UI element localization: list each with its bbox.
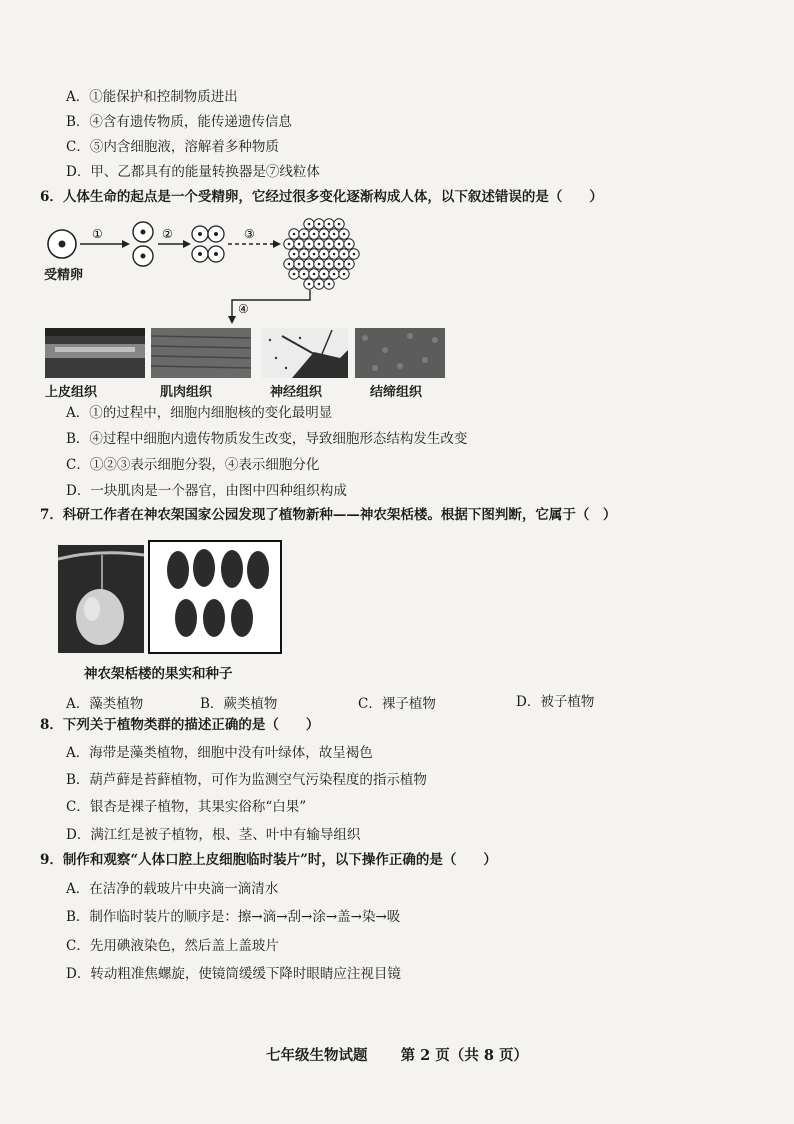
mass-cell-nucleus xyxy=(308,283,311,286)
two-cell-stage xyxy=(133,222,153,266)
mass-cell-nucleus xyxy=(353,253,356,256)
mass-cell-nucleus xyxy=(298,263,301,266)
mass-cell-nucleus xyxy=(293,253,296,256)
mass-cell-nucleus xyxy=(348,243,351,246)
mass-cell-nucleus xyxy=(333,273,336,276)
nerve-tissue-image xyxy=(262,328,348,378)
muscle-tissue-image xyxy=(151,328,251,378)
q8-option-b: B．葫芦藓是苔藓植物，可作为监测空气污染程度的指示植物 xyxy=(66,772,427,788)
tissue-label-connective: 结缔组织 xyxy=(370,385,423,400)
fruit-photo xyxy=(58,545,144,653)
mass-cell-nucleus xyxy=(338,223,341,226)
mass-cell-nucleus xyxy=(343,253,346,256)
q9-option-a: A．在洁净的载玻片中央滴一滴清水 xyxy=(66,881,279,897)
q6-option-a: A．①的过程中，细胞内细胞核的变化最明显 xyxy=(66,405,333,421)
q7-stem: 7．科研工作者在神农架国家公园发现了植物新种——神农架栝楼。根据下图判断，它属于（ ） xyxy=(40,507,617,523)
seeds-photo xyxy=(148,540,282,654)
q5-option-b: B．④含有遗传物质，能传递遗传信息 xyxy=(66,114,292,130)
connective-tissue-image xyxy=(355,328,445,378)
mass-cell-nucleus xyxy=(288,263,291,266)
mass-cell-nucleus xyxy=(293,233,296,236)
mass-cell-nucleus xyxy=(303,233,306,236)
q5-option-c: C．⑤内含细胞液，溶解着多种物质 xyxy=(66,139,279,155)
mass-cell-nucleus xyxy=(308,223,311,226)
mass-cell-nucleus xyxy=(298,243,301,246)
q9-stem: 9．制作和观察“人体口腔上皮细胞临时装片”时，以下操作正确的是（ ） xyxy=(40,852,497,868)
q8-option-d: D．满江红是被子植物，根、茎、叶中有输导组织 xyxy=(66,827,361,843)
mass-cell-nucleus xyxy=(313,233,316,236)
tissue-label-muscle: 肌肉组织 xyxy=(160,385,213,400)
footer-page-number: 第 2 页（共 8 页） xyxy=(400,1047,528,1064)
q7-option-d: D．被子植物 xyxy=(516,694,595,710)
q7-option-c: C．裸子植物 xyxy=(358,696,436,712)
multicell-mass xyxy=(284,219,359,289)
fertilized-egg-cell xyxy=(48,230,76,258)
mass-cell-nucleus xyxy=(293,273,296,276)
tissue-label-nerve: 神经组织 xyxy=(270,385,323,400)
q6-option-b: B．④过程中细胞内遗传物质发生改变，导致细胞形态结构发生改变 xyxy=(66,431,468,447)
q9-option-b: B．制作临时装片的顺序是：擦→滴→刮→涂→盖→染→吸 xyxy=(66,909,401,925)
mass-cell-nucleus xyxy=(343,273,346,276)
mass-cell-nucleus xyxy=(313,253,316,256)
q5-option-a: A．①能保护和控制物质进出 xyxy=(66,89,238,105)
q9-option-d: D．转动粗准焦螺旋，使镜筒缓缓下降时眼睛应注视目镜 xyxy=(66,966,401,982)
mass-cell-nucleus xyxy=(318,263,321,266)
mass-cell-nucleus xyxy=(328,263,331,266)
q8-stem: 8．下列关于植物类群的描述正确的是（ ） xyxy=(40,717,320,733)
step-3-label: ③ xyxy=(244,227,255,241)
q7-option-a: A．藻类植物 xyxy=(66,696,144,712)
q8-option-c: C．银杏是裸子植物，其果实俗称“白果” xyxy=(66,799,307,815)
mass-cell-nucleus xyxy=(343,233,346,236)
mass-cell-nucleus xyxy=(303,253,306,256)
mass-cell-nucleus xyxy=(318,283,321,286)
epithelial-tissue-image xyxy=(45,328,145,378)
fertilized-egg-label: 受精卵 xyxy=(44,268,84,283)
mass-cell-nucleus xyxy=(318,243,321,246)
mass-cell-nucleus xyxy=(328,283,331,286)
mass-cell-nucleus xyxy=(318,223,321,226)
q7-option-b: B．蕨类植物 xyxy=(200,696,278,712)
mass-cell-nucleus xyxy=(328,243,331,246)
fruit-seed-caption: 神农架栝楼的果实和种子 xyxy=(84,666,233,682)
mass-cell-nucleus xyxy=(308,243,311,246)
mass-cell-nucleus xyxy=(338,243,341,246)
q6-stem: 6．人体生命的起点是一个受精卵，它经过很多变化逐渐构成人体，以下叙述错误的是（ ） xyxy=(40,189,603,205)
mass-cell-nucleus xyxy=(323,233,326,236)
mass-cell-nucleus xyxy=(348,263,351,266)
mass-cell-nucleus xyxy=(313,273,316,276)
mass-cell-nucleus xyxy=(323,253,326,256)
q9-option-c: C．先用碘液染色，然后盖上盖玻片 xyxy=(66,938,279,954)
mass-cell-nucleus xyxy=(288,243,291,246)
mass-cell-nucleus xyxy=(308,263,311,266)
q6-option-c: C．①②③表示细胞分裂，④表示细胞分化 xyxy=(66,457,320,473)
mass-cell-nucleus xyxy=(323,273,326,276)
mass-cell-nucleus xyxy=(328,223,331,226)
q6-option-d: D．一块肌肉是一个器官，由图中四种组织构成 xyxy=(66,483,347,499)
q5-option-d: D．甲、乙都具有的能量转换器是⑦线粒体 xyxy=(66,164,320,180)
cell-division-diagram xyxy=(40,212,380,324)
page-footer xyxy=(0,1044,794,1065)
q8-option-a: A．海带是藻类植物，细胞中没有叶绿体，故呈褐色 xyxy=(66,745,373,761)
mass-cell-nucleus xyxy=(338,263,341,266)
mass-cell-nucleus xyxy=(333,253,336,256)
step-1-label: ① xyxy=(92,227,103,241)
step-2-label: ② xyxy=(162,227,173,241)
step-4-label: ④ xyxy=(238,302,249,316)
mass-cell-nucleus xyxy=(303,273,306,276)
tissue-label-epithelial: 上皮组织 xyxy=(45,385,98,400)
four-cell-stage xyxy=(192,226,224,262)
footer-title: 七年级生物试题 xyxy=(266,1047,368,1064)
mass-cell-nucleus xyxy=(333,233,336,236)
